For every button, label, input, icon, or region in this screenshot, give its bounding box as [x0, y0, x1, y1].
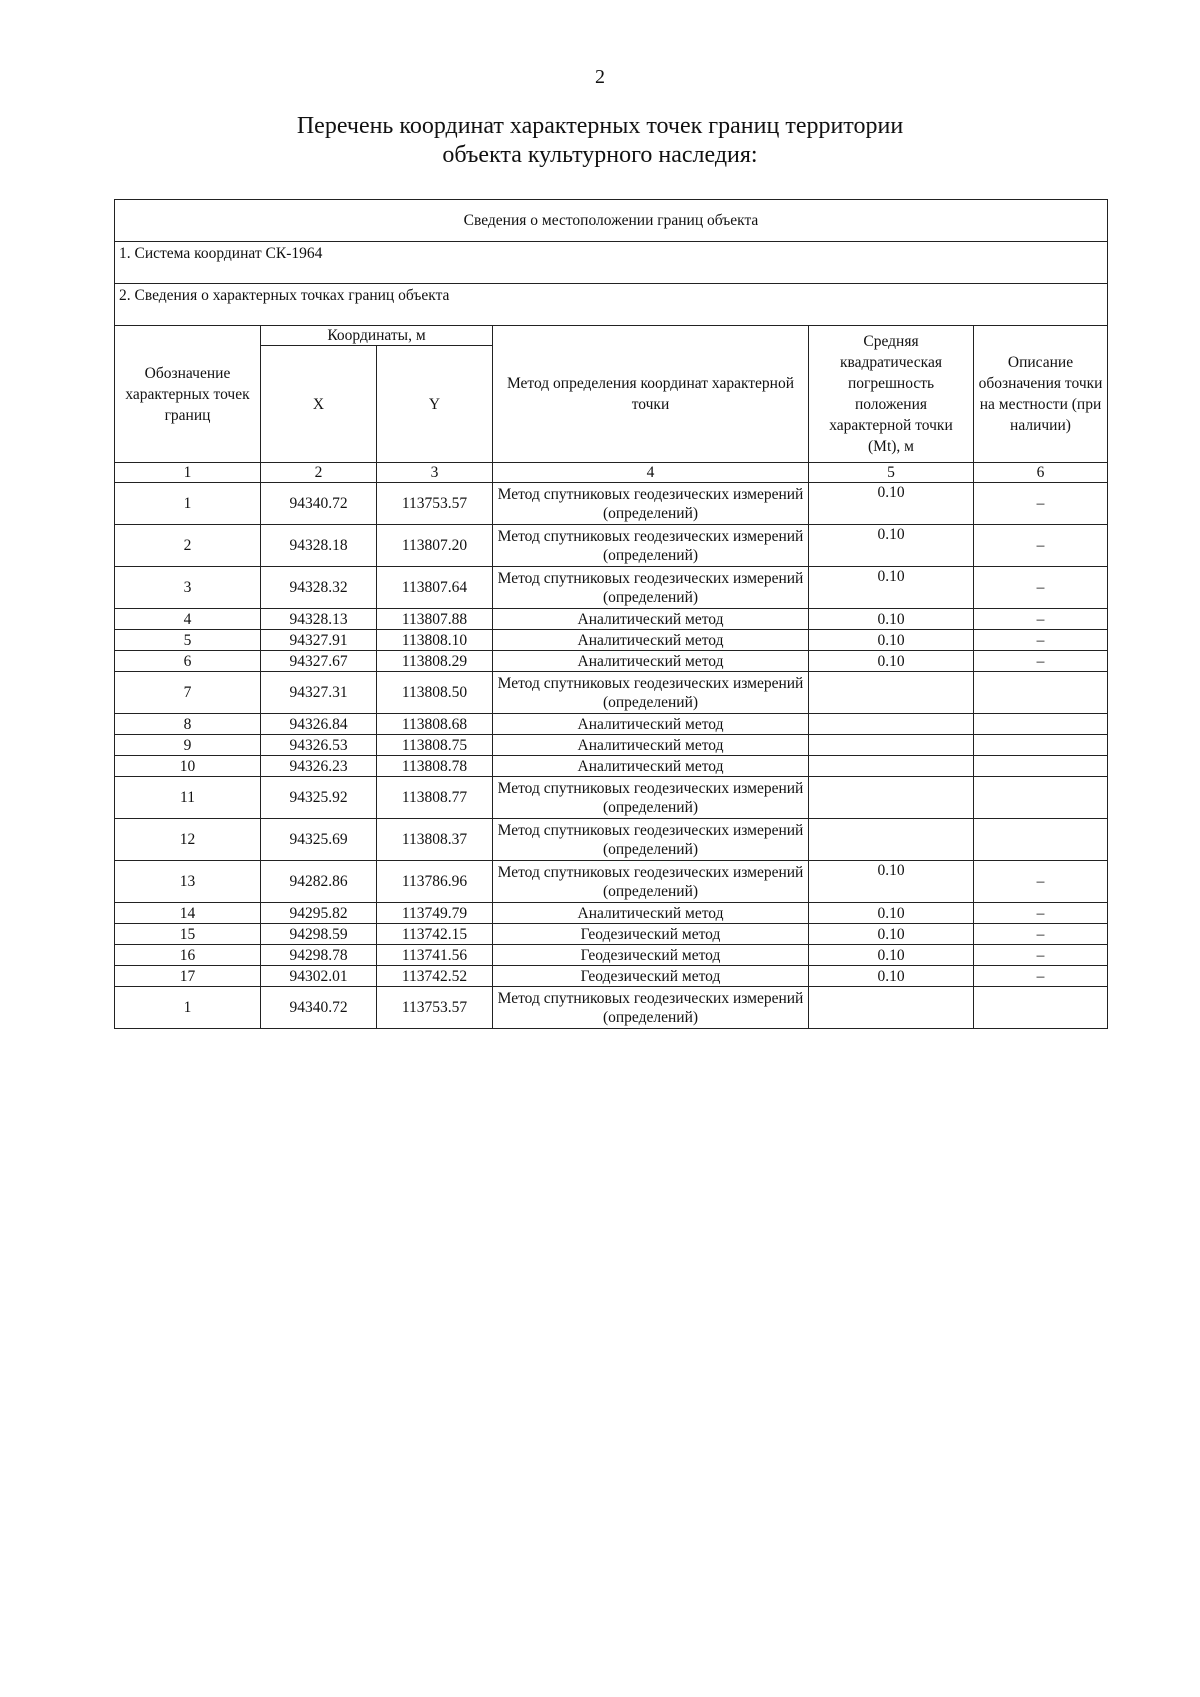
- header-mt: Средняя квадратическая погрешность положения характерной точки (Mt), м: [809, 326, 974, 463]
- cell-point: 12: [115, 819, 261, 861]
- cell-method: Аналитический метод: [493, 714, 809, 735]
- table-row: [115, 525, 1108, 567]
- cell-method: Метод спутниковых геодезических измерений (определений): [493, 777, 809, 819]
- column-number: 5: [809, 463, 974, 483]
- cell-y: 113808.77: [377, 777, 493, 819]
- cell-y: 113807.20: [377, 525, 493, 567]
- cell-x: 94295.82: [261, 903, 377, 924]
- cell-desc: –: [974, 630, 1108, 651]
- column-number: 4: [493, 463, 809, 483]
- table-row: [115, 756, 1108, 777]
- cell-mt: [809, 756, 974, 777]
- cell-x: 94298.59: [261, 924, 377, 945]
- table-row: [115, 966, 1108, 987]
- column-number: 1: [115, 463, 261, 483]
- cell-y: 113753.57: [377, 483, 493, 525]
- table-row: [115, 609, 1108, 630]
- cell-mt: 0.10: [809, 630, 974, 651]
- cell-method: Геодезический метод: [493, 945, 809, 966]
- cell-mt: [809, 714, 974, 735]
- cell-mt: [809, 735, 974, 756]
- cell-point: 1: [115, 483, 261, 525]
- cell-method: Аналитический метод: [493, 756, 809, 777]
- title-line-2: объекта культурного наследия:: [442, 142, 758, 168]
- table-row: [115, 735, 1108, 756]
- cell-y: 113749.79: [377, 903, 493, 924]
- cell-point: 9: [115, 735, 261, 756]
- cell-mt: [809, 777, 974, 819]
- cell-desc: –: [974, 903, 1108, 924]
- cell-x: 94328.18: [261, 525, 377, 567]
- cell-mt: [809, 672, 974, 714]
- cell-x: 94325.69: [261, 819, 377, 861]
- cell-x: 94327.67: [261, 651, 377, 672]
- cell-x: 94326.53: [261, 735, 377, 756]
- cell-x: 94328.32: [261, 567, 377, 609]
- cell-desc: –: [974, 924, 1108, 945]
- cell-point: 7: [115, 672, 261, 714]
- cell-mt: 0.10: [809, 924, 974, 945]
- cell-desc: [974, 714, 1108, 735]
- page-number: 2: [595, 66, 605, 88]
- cell-method: Аналитический метод: [493, 903, 809, 924]
- cell-y: 113741.56: [377, 945, 493, 966]
- cell-y: 113742.52: [377, 966, 493, 987]
- cell-y: 113786.96: [377, 861, 493, 903]
- cell-y: 113807.64: [377, 567, 493, 609]
- cell-point: 15: [115, 924, 261, 945]
- cell-x: 94326.23: [261, 756, 377, 777]
- cell-mt: 0.10: [809, 609, 974, 630]
- cell-mt: 0.10: [809, 483, 974, 525]
- cell-mt: 0.10: [809, 651, 974, 672]
- cell-method: Геодезический метод: [493, 966, 809, 987]
- table-row: [115, 924, 1108, 945]
- cell-y: 113808.10: [377, 630, 493, 651]
- column-number: 6: [974, 463, 1108, 483]
- column-numbers-row: [115, 463, 1108, 483]
- cell-point: 8: [115, 714, 261, 735]
- cell-method: Метод спутниковых геодезических измерений (определений): [493, 483, 809, 525]
- cell-point: 4: [115, 609, 261, 630]
- cell-y: 113808.29: [377, 651, 493, 672]
- cell-mt: 0.10: [809, 525, 974, 567]
- cell-desc: [974, 672, 1108, 714]
- table-row: [115, 483, 1108, 525]
- cell-desc: [974, 987, 1108, 1029]
- table-row: [115, 714, 1108, 735]
- cell-point: 10: [115, 756, 261, 777]
- column-number: 3: [377, 463, 493, 483]
- cell-y: 113753.57: [377, 987, 493, 1029]
- cell-method: Геодезический метод: [493, 924, 809, 945]
- table-row: [115, 672, 1108, 714]
- header-point: Обозначение характерных точек границ: [115, 326, 261, 463]
- cell-x: 94298.78: [261, 945, 377, 966]
- cell-point: 1: [115, 987, 261, 1029]
- cell-point: 11: [115, 777, 261, 819]
- table-row: [115, 567, 1108, 609]
- cell-point: 5: [115, 630, 261, 651]
- cell-point: 17: [115, 966, 261, 987]
- cell-x: 94328.13: [261, 609, 377, 630]
- cell-method: Метод спутниковых геодезических измерений (определений): [493, 525, 809, 567]
- header-y: Y: [377, 346, 493, 463]
- cell-method: Метод спутниковых геодезических измерений (определений): [493, 987, 809, 1029]
- cell-method: Метод спутниковых геодезических измерений (определений): [493, 672, 809, 714]
- cell-x: 94325.92: [261, 777, 377, 819]
- table-row: [115, 819, 1108, 861]
- cell-method: Аналитический метод: [493, 651, 809, 672]
- cell-desc: –: [974, 861, 1108, 903]
- cell-y: 113808.68: [377, 714, 493, 735]
- cell-x: 94326.84: [261, 714, 377, 735]
- cell-point: 2: [115, 525, 261, 567]
- header-method: Метод определения координат характерной точки: [493, 326, 809, 463]
- table-row: [115, 987, 1108, 1029]
- cell-desc: [974, 819, 1108, 861]
- table-row: [115, 651, 1108, 672]
- section-title: Сведения о местоположении границ объекта: [115, 200, 1108, 242]
- cell-mt: 0.10: [809, 567, 974, 609]
- cell-point: 3: [115, 567, 261, 609]
- header-x: X: [261, 346, 377, 463]
- cell-point: 14: [115, 903, 261, 924]
- cell-x: 94340.72: [261, 987, 377, 1029]
- cell-desc: [974, 735, 1108, 756]
- cell-desc: –: [974, 567, 1108, 609]
- cell-point: 16: [115, 945, 261, 966]
- cell-y: 113808.37: [377, 819, 493, 861]
- table-row: [115, 903, 1108, 924]
- header-desc: Описание обозначения точки на местности (при наличии): [974, 326, 1108, 463]
- cell-x: 94340.72: [261, 483, 377, 525]
- cell-mt: [809, 819, 974, 861]
- cell-desc: –: [974, 651, 1108, 672]
- cell-y: 113808.75: [377, 735, 493, 756]
- cell-desc: [974, 756, 1108, 777]
- cell-y: 113808.78: [377, 756, 493, 777]
- coordinates-table: [114, 199, 1108, 1029]
- cell-mt: 0.10: [809, 861, 974, 903]
- cell-method: Аналитический метод: [493, 630, 809, 651]
- cell-mt: 0.10: [809, 966, 974, 987]
- document-title: [0, 112, 1200, 170]
- cell-x: 94327.91: [261, 630, 377, 651]
- header-coords: Координаты, м: [261, 326, 493, 346]
- cell-point: 13: [115, 861, 261, 903]
- points-title: 2. Сведения о характерных точках границ объекта: [115, 284, 1108, 326]
- table-row: [115, 630, 1108, 651]
- cell-desc: –: [974, 609, 1108, 630]
- cell-method: Метод спутниковых геодезических измерений (определений): [493, 861, 809, 903]
- cell-desc: –: [974, 945, 1108, 966]
- title-line-1: Перечень координат характерных точек границ территории: [296, 113, 904, 139]
- cell-point: 6: [115, 651, 261, 672]
- cell-y: 113808.50: [377, 672, 493, 714]
- cell-desc: –: [974, 525, 1108, 567]
- cell-desc: [974, 777, 1108, 819]
- cell-x: 94302.01: [261, 966, 377, 987]
- cell-y: 113742.15: [377, 924, 493, 945]
- cell-desc: –: [974, 483, 1108, 525]
- cell-x: 94327.31: [261, 672, 377, 714]
- cell-desc: –: [974, 966, 1108, 987]
- cell-method: Аналитический метод: [493, 609, 809, 630]
- table-row: [115, 945, 1108, 966]
- coord-system: 1. Система координат СК-1964: [115, 242, 1108, 284]
- cell-mt: 0.10: [809, 945, 974, 966]
- column-number: 2: [261, 463, 377, 483]
- cell-method: Метод спутниковых геодезических измерений (определений): [493, 819, 809, 861]
- cell-mt: [809, 987, 974, 1029]
- table-row: [115, 777, 1108, 819]
- cell-mt: 0.10: [809, 903, 974, 924]
- cell-y: 113807.88: [377, 609, 493, 630]
- cell-method: Аналитический метод: [493, 735, 809, 756]
- cell-method: Метод спутниковых геодезических измерений (определений): [493, 567, 809, 609]
- cell-x: 94282.86: [261, 861, 377, 903]
- table-row: [115, 861, 1108, 903]
